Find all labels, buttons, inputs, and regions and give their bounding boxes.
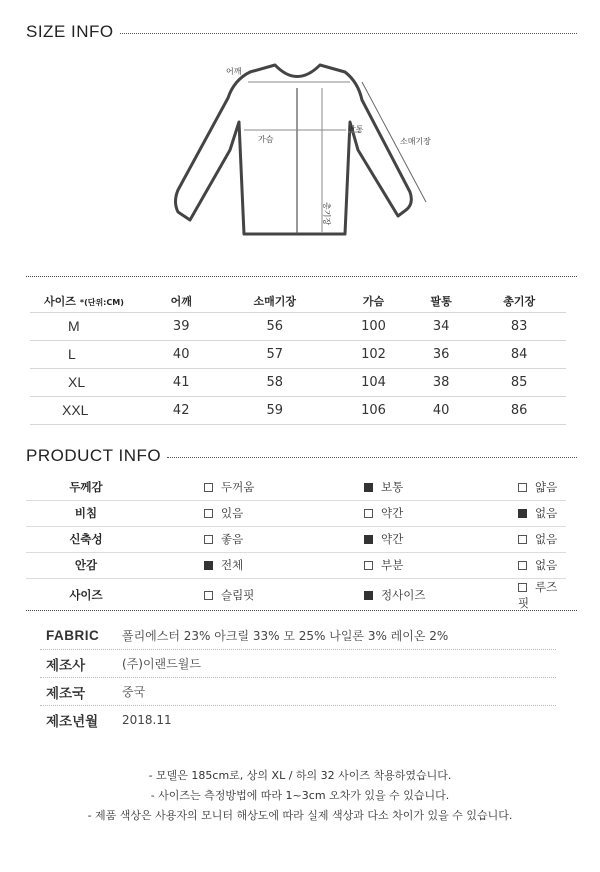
table-row	[30, 340, 566, 368]
product-info-option	[476, 578, 566, 611]
unchecked-box-icon	[204, 591, 213, 600]
option-label: 없음	[535, 558, 558, 572]
note-line: - 사이즈는 측정방법에 따라 1~3cm 오차가 있을 수 있습니다.	[150, 789, 450, 802]
title-divider	[120, 33, 577, 34]
product-info-option	[476, 500, 566, 526]
product-info-row	[26, 500, 566, 526]
product-info-option	[336, 552, 476, 578]
unit-note: *(단위:CM)	[79, 297, 124, 307]
size-cell: M	[30, 312, 150, 340]
jacket-outline-illustration	[160, 52, 450, 242]
product-info-option	[146, 474, 336, 500]
measure-cell: 106	[337, 396, 410, 424]
measure-cell: 83	[472, 312, 566, 340]
product-info-row	[26, 578, 566, 611]
measure-cell: 39	[150, 312, 212, 340]
product-info-option	[336, 500, 476, 526]
table-row	[30, 312, 566, 340]
diagram-label-shoulder: 어깨	[226, 67, 242, 76]
detail-key: 제조년월	[46, 714, 99, 730]
option-label: 정사이즈	[381, 587, 426, 602]
unchecked-box-icon	[364, 561, 373, 570]
option-label: 루즈핏	[518, 579, 558, 610]
detail-key: FABRIC	[46, 628, 100, 643]
product-info-label: 신축성	[26, 526, 146, 552]
table-row	[30, 396, 566, 424]
unchecked-box-icon	[518, 535, 527, 544]
detail-value: 2018.11	[122, 713, 172, 727]
product-info-option	[146, 500, 336, 526]
note-line: - 제품 색상은 사용자의 모니터 해상도에 따라 실제 색상과 다소 차이가 있을 수 있습니다.	[87, 809, 513, 822]
product-info-label: 두께감	[26, 474, 146, 500]
checked-box-icon	[364, 483, 373, 492]
product-info-option	[146, 526, 336, 552]
detail-value: (주)이랜드월드	[122, 657, 201, 671]
option-label: 약간	[381, 506, 404, 520]
measure-cell: 42	[150, 396, 212, 424]
size-info-title: SIZE INFO	[26, 22, 114, 41]
diagram-label-chest: 가슴	[258, 135, 274, 144]
measure-cell: 40	[150, 340, 212, 368]
measure-cell: 38	[410, 368, 472, 396]
option-label: 두꺼움	[221, 479, 255, 494]
measure-cell: 59	[212, 396, 337, 424]
product-details	[40, 622, 556, 734]
unchecked-box-icon	[204, 483, 213, 492]
size-table-header: 가슴	[362, 294, 385, 308]
measure-cell: 40	[410, 396, 472, 424]
measure-cell: 104	[337, 368, 410, 396]
detail-key: 제조국	[46, 685, 86, 702]
option-label: 없음	[535, 532, 558, 546]
measure-cell: 56	[212, 312, 337, 340]
size-table-header: 어깨	[170, 294, 192, 308]
size-cell: XXL	[30, 396, 150, 424]
checked-box-icon	[518, 509, 527, 518]
option-label: 슬림핏	[221, 587, 255, 602]
product-info-table	[26, 474, 566, 611]
size-notes	[0, 766, 600, 826]
measure-cell: 100	[337, 312, 410, 340]
detail-row-country	[40, 678, 556, 706]
product-info-option	[336, 578, 476, 611]
garment-diagram	[160, 52, 450, 242]
unchecked-box-icon	[518, 561, 527, 570]
product-info-option	[146, 578, 336, 611]
unchecked-box-icon	[518, 483, 527, 492]
size-table-header: 소매기장	[253, 294, 297, 308]
section-divider	[26, 276, 577, 277]
unchecked-box-icon	[204, 535, 213, 544]
title-divider	[167, 457, 577, 458]
product-info-option	[476, 552, 566, 578]
product-info-option	[146, 552, 336, 578]
product-info-title: PRODUCT INFO	[26, 446, 162, 465]
product-info-option	[336, 526, 476, 552]
size-table-header: 총기장	[503, 294, 536, 308]
detail-key: 제조사	[46, 657, 86, 674]
checked-box-icon	[364, 535, 373, 544]
checked-box-icon	[364, 591, 373, 600]
diagram-label-total-length: 총기장	[322, 202, 331, 226]
measure-cell: 85	[472, 368, 566, 396]
measure-cell: 58	[212, 368, 337, 396]
product-info-header	[26, 446, 577, 466]
option-label: 전체	[221, 558, 244, 572]
checked-box-icon	[204, 561, 213, 570]
product-info-row	[26, 552, 566, 578]
size-info-header	[26, 22, 577, 42]
size-table-header-row	[30, 290, 566, 312]
unchecked-box-icon	[518, 583, 527, 592]
option-label: 없음	[535, 506, 558, 520]
detail-value: 폴리에스터 23% 아크릴 33% 모 25% 나일론 3% 레이온 2%	[122, 629, 449, 643]
note-line: - 모델은 185cm로, 상의 XL / 하의 32 사이즈 착용하였습니다.	[148, 769, 452, 782]
product-info-label: 사이즈	[69, 587, 103, 602]
detail-value: 중국	[122, 685, 146, 699]
size-cell: XL	[30, 368, 150, 396]
product-info-option	[476, 474, 566, 500]
size-table-header-size	[30, 290, 150, 312]
product-info-label: 안감	[26, 552, 146, 578]
option-label: 보통	[381, 479, 404, 494]
size-col-label: 사이즈	[44, 294, 76, 308]
option-label: 있음	[221, 506, 244, 520]
option-label: 부분	[381, 558, 404, 572]
measure-cell: 102	[337, 340, 410, 368]
section-divider	[26, 610, 577, 611]
table-row	[30, 368, 566, 396]
size-table	[30, 290, 566, 425]
size-cell: L	[30, 340, 150, 368]
product-info-row	[26, 474, 566, 500]
diagram-label-sleeve-width: 팔통	[348, 125, 364, 134]
option-label: 좋음	[221, 532, 244, 546]
detail-row-manufacturer	[40, 650, 556, 678]
diagram-label-sleeve-length: 소매기장	[400, 137, 431, 146]
product-info-option	[336, 474, 476, 500]
detail-row-fabric	[40, 622, 556, 650]
product-info-row	[26, 526, 566, 552]
measure-cell: 36	[410, 340, 472, 368]
product-info-option	[476, 526, 566, 552]
measure-cell: 84	[472, 340, 566, 368]
measure-cell: 57	[212, 340, 337, 368]
option-label: 얇음	[535, 479, 558, 494]
detail-row-date	[40, 706, 556, 734]
unchecked-box-icon	[204, 509, 213, 518]
measure-cell: 41	[150, 368, 212, 396]
measure-cell: 34	[410, 312, 472, 340]
unchecked-box-icon	[364, 509, 373, 518]
size-table-header: 팔통	[430, 294, 452, 308]
option-label: 약간	[381, 532, 404, 546]
product-info-label: 비침	[26, 500, 146, 526]
measure-cell: 86	[472, 396, 566, 424]
